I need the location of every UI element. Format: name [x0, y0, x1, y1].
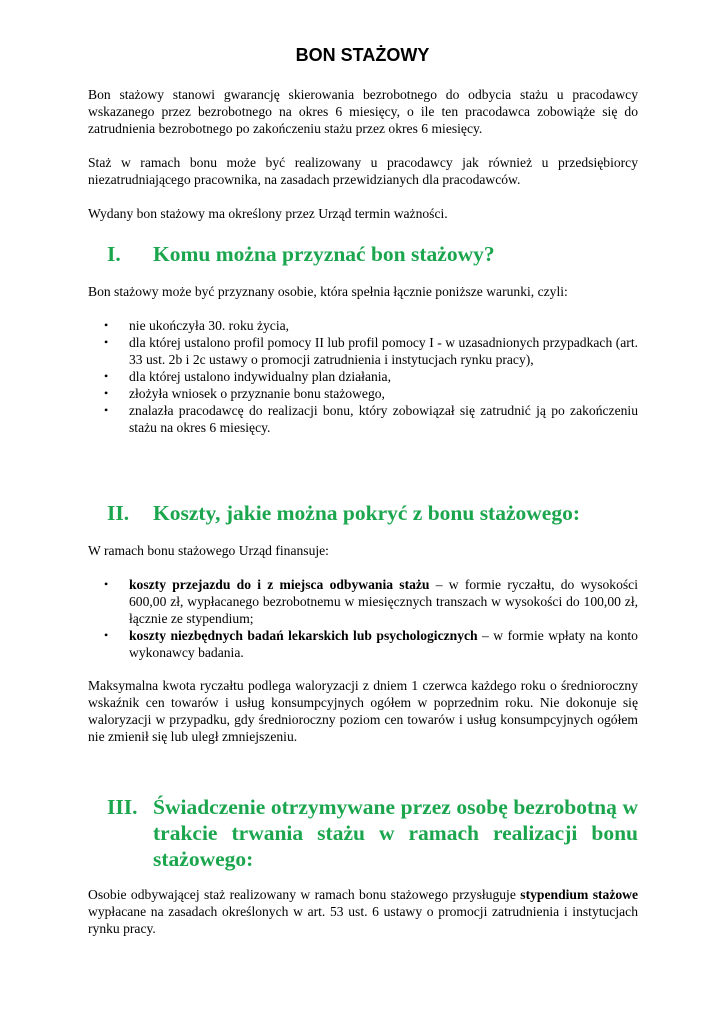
list-item — [104, 368, 638, 385]
list-item-bold: koszty przejazdu do i z miejsca odbywania stażu — [129, 577, 430, 592]
bullet-icon: • — [104, 386, 109, 400]
section-3-paragraph — [88, 886, 638, 937]
list-item — [104, 402, 638, 436]
section-3-number: III. — [107, 795, 138, 819]
section-3-text-bold: stypendium stażowe — [520, 887, 638, 902]
section-1-lead: Bon stażowy może być przyznany osobie, która spełnia łącznie poniższe warunki, czyli: — [88, 284, 568, 299]
section-1-title: Komu można przyznać bon stażowy? — [153, 242, 495, 266]
intro-paragraph-1: Bon stażowy stanowi gwarancję skierowania bezrobotnego do odbycia stażu u pracodawcy wskazanego przez bezrobotnego na okres 6 miesięcy, o ile ten pracodawca zobowiąże się do zatrudnienia bezrobotnego po zakończeniu stażu przez okres 6 miesięcy. — [88, 87, 638, 136]
list-item-text: dla której ustalono profil pomocy II lub profil pomocy I - w uzasadnionych przypadkach (art. 33 ust. 2b i 2c ustawy o promocji zatrudnienia i instytucjach rynku pracy), — [129, 335, 638, 367]
intro-paragraph-3: Wydany bon stażowy ma określony przez Urząd termin ważności. — [88, 206, 448, 221]
section-2-number: II. — [107, 501, 130, 525]
bullet-icon: • — [104, 403, 109, 417]
list-item-text: – w formie wpłaty na konto wykonawcy badania. — [129, 628, 638, 660]
bullet-icon: • — [104, 335, 109, 349]
section-3-text-before: Osobie odbywającej staż realizowany w ramach bonu stażowego przysługuje — [88, 887, 521, 902]
list-item-text: znalazła pracodawcę do realizacji bonu, który zobowiązał się zatrudnić ją po zakończeniu stażu na okres 6 miesięcy. — [129, 403, 638, 435]
section-1-number: I. — [107, 242, 121, 266]
section-2-lead: W ramach bonu stażowego Urząd finansuje: — [88, 543, 329, 558]
costs-list — [104, 576, 638, 661]
list-item — [104, 385, 638, 402]
eligibility-list — [104, 317, 638, 436]
bullet-icon: • — [104, 318, 109, 332]
list-item-bold: koszty niezbędnych badań lekarskich lub psychologicznych — [129, 628, 478, 643]
list-item-text: nie ukończyła 30. roku życia, — [129, 318, 290, 333]
list-item-text: – w formie ryczałtu, do wysokości 600,00 zł, wypłacanego bezrobotnemu w miesięcznych transzach w wysokości do 100,00 zł, łącznie ze stypendium; — [129, 577, 638, 626]
bullet-icon: • — [104, 369, 109, 383]
list-item — [104, 576, 638, 627]
page-title: BON STAŻOWY — [295, 45, 430, 65]
list-item — [104, 317, 638, 334]
bullet-icon: • — [104, 577, 109, 591]
list-item-text: dla której ustalono indywidualny plan działania, — [129, 369, 391, 384]
list-item-text: złożyła wniosek o przyznanie bonu stażowego, — [129, 386, 385, 401]
list-item — [104, 627, 638, 661]
bullet-icon: • — [104, 628, 109, 642]
list-item — [104, 334, 638, 368]
section-2-title: Koszty, jakie można pokryć z bonu stażowego: — [153, 501, 580, 525]
section-3-title: Świadczenie otrzymywane przez osobę bezrobotną w trakcie trwania stażu w ramach realizacji bonu stażowego: — [153, 795, 638, 871]
section-3-text-after: wypłacane na zasadach określonych w art. 53 ust. 6 ustawy o promocji zatrudnienia i instytucjach rynku pracy. — [88, 904, 638, 936]
intro-paragraph-2: Staż w ramach bonu może być realizowany u pracodawcy jak również u przedsiębiorcy niezatrudniającego pracownika, na zasadach przewidzianych dla pracodawców. — [88, 155, 638, 187]
section-2-note: Maksymalna kwota ryczałtu podlega waloryzacji z dniem 1 czerwca każdego roku o średnioroczny wskaźnik cen towarów i usług konsumpcyjnych ogółem w poprzednim roku. Nie dokonuje się waloryzacji w przypadku, gdy średnioroczny poziom cen towarów i usług konsumpcyjnych ogółem nie zmienił się lub uległ zmniejszeniu. — [88, 678, 638, 744]
